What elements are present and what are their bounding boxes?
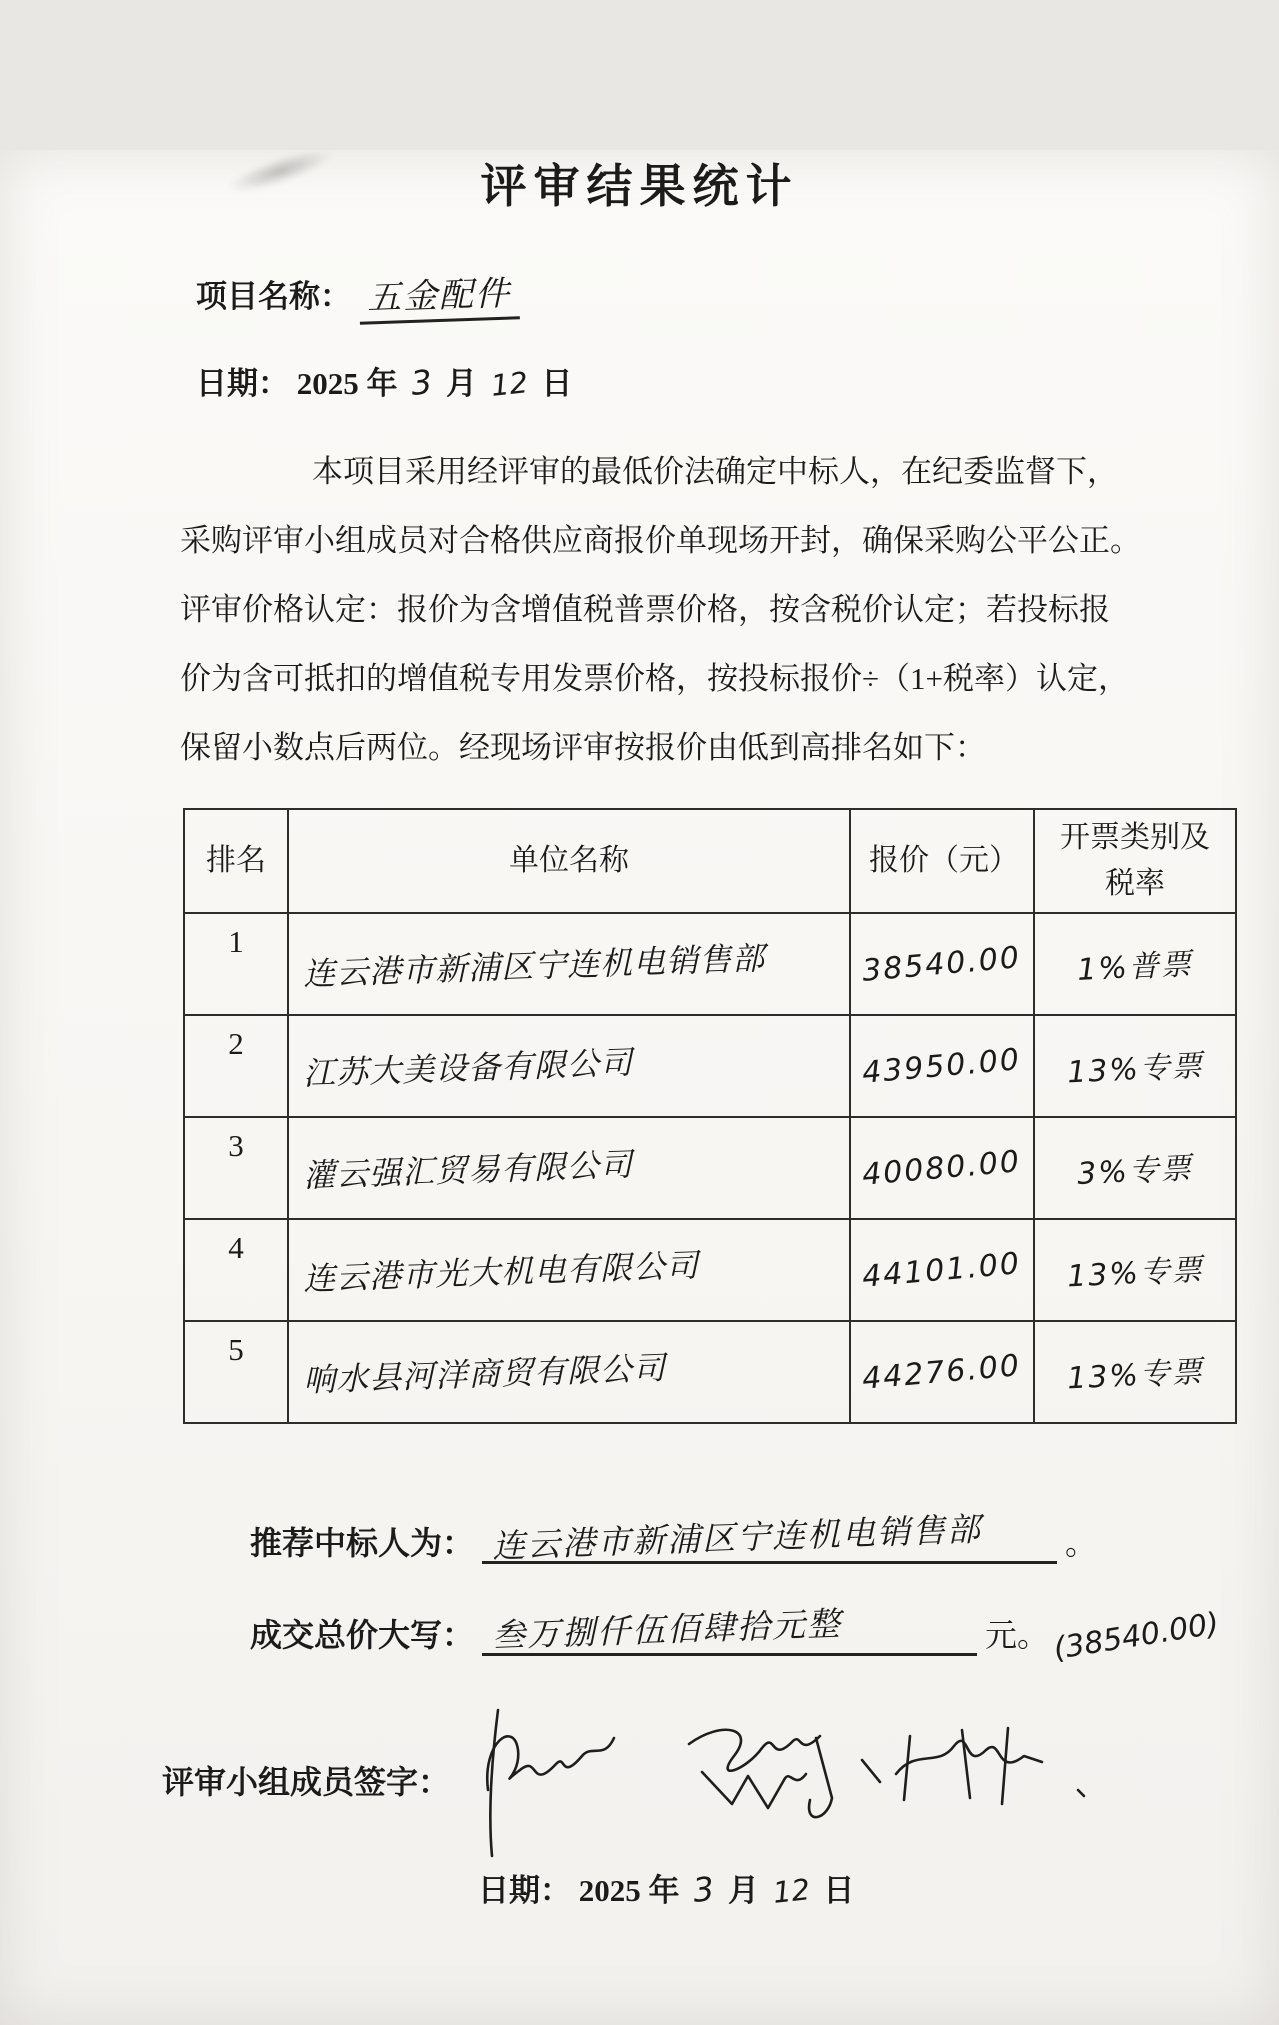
- date-top-label: 日期：: [196, 366, 289, 401]
- signature-separator-dash: [862, 1760, 880, 1782]
- company-cell: [288, 913, 850, 1015]
- company-cell: [288, 1219, 850, 1321]
- date-bottom-month-unit: 月: [728, 1873, 759, 1908]
- amount-underline: [482, 1604, 977, 1656]
- table-row: [184, 1321, 1236, 1423]
- winner-period: 。: [1065, 1525, 1098, 1561]
- company-cell: [288, 1117, 850, 1219]
- paragraph-line: 价为含可抵扣的增值税专用发票价格，按投标报价÷（1+税率）认定，: [180, 661, 1129, 696]
- date-bottom-label: 日期：: [478, 1873, 571, 1908]
- price-handwritten: 38540.00: [861, 939, 1023, 989]
- company-handwritten: 江苏大美设备有限公司: [302, 1043, 634, 1093]
- paragraph-line: 采购评审小组成员对合格供应商报价单现场开封，确保采购公平公正。: [180, 523, 1141, 558]
- rank-cell: 3: [184, 1117, 288, 1219]
- table-row: [184, 1015, 1236, 1117]
- date-top-day-handwritten: 12: [489, 365, 530, 403]
- tax-handwritten: 13%专票: [1066, 1354, 1205, 1397]
- tax-cell: [1034, 1015, 1236, 1117]
- paragraph-line: 保留小数点后两位。经现场评审按报价由低到高排名如下：: [180, 730, 986, 765]
- total-amount-line: [250, 1603, 1279, 1667]
- amount-numeric-handwritten: (38540.00): [1051, 1606, 1222, 1667]
- table-header-row: [184, 809, 1236, 913]
- header-company: 单位名称: [288, 809, 850, 913]
- date-bottom-day-handwritten: 12: [771, 1872, 812, 1910]
- table-row: [184, 1117, 1236, 1219]
- total-amount-label: 成交总价大写：: [250, 1617, 475, 1653]
- price-handwritten: 43950.00: [861, 1041, 1023, 1091]
- recommended-winner-line: [250, 1509, 1279, 1566]
- company-handwritten: 连云港市光大机电有限公司: [302, 1246, 700, 1298]
- project-name-handwritten-value: 五金配件: [358, 265, 520, 325]
- signature-scribble-2: [689, 1730, 832, 1817]
- table-row: [184, 1219, 1236, 1321]
- tax-cell: [1034, 1321, 1236, 1423]
- price-cell: [850, 1321, 1034, 1423]
- rank-cell: 2: [184, 1015, 288, 1117]
- project-name-label: 项目名称：: [196, 279, 351, 314]
- signature-scribble-1: [487, 1710, 614, 1856]
- paragraph-line: 评审价格认定：报价为含增值税普票价格，按含税价认定；若投标报: [180, 592, 1110, 627]
- ranking-table: [183, 808, 1237, 1424]
- date-top-month-handwritten: 3: [409, 362, 435, 403]
- date-top-line: [196, 358, 1279, 403]
- amount-handwritten-value: 叁万捌仟伍佰肆拾元整: [491, 1603, 843, 1655]
- tax-handwritten: 3%专票: [1076, 1150, 1194, 1192]
- tax-handwritten: 13%专票: [1066, 1048, 1205, 1091]
- date-bottom-line: [478, 1865, 1279, 1910]
- header-rank: 排名: [184, 809, 288, 913]
- date-bottom-day-unit: 日: [823, 1873, 855, 1908]
- paragraph-line: 本项目采用经评审的最低价法确定中标人，在纪委监督下，: [312, 454, 1118, 489]
- price-cell: [850, 1015, 1034, 1117]
- tax-handwritten: 13%专票: [1066, 1252, 1205, 1295]
- company-cell: [288, 1015, 850, 1117]
- rank-cell: 5: [184, 1321, 288, 1423]
- company-cell: [288, 1321, 850, 1423]
- tax-cell: [1034, 1117, 1236, 1219]
- page-title: 评审结果统计: [480, 161, 799, 212]
- table-row: [184, 913, 1236, 1015]
- project-name-line: [196, 268, 1279, 322]
- price-cell: [850, 1117, 1034, 1219]
- signature-line: [162, 1698, 1279, 1863]
- tax-cell: [1034, 913, 1236, 1015]
- date-top-day-unit: 日: [541, 366, 573, 401]
- price-handwritten: 44276.00: [861, 1347, 1023, 1397]
- scanned-document-page: [0, 150, 1279, 2025]
- company-handwritten: 响水县河洋商贸有限公司: [302, 1348, 667, 1400]
- header-tax: 开票类别及税率: [1034, 809, 1236, 913]
- date-bottom-year: 2025 年: [578, 1873, 680, 1908]
- rank-cell: 4: [184, 1219, 288, 1321]
- signature-scribble-3: [896, 1728, 1084, 1804]
- tax-cell: [1034, 1219, 1236, 1321]
- price-handwritten: 40080.00: [861, 1143, 1023, 1193]
- rank-cell: 1: [184, 913, 288, 1015]
- header-price: 报价（元）: [850, 809, 1034, 913]
- body-paragraph: [180, 437, 1279, 782]
- signature-label: 评审小组成员签字：: [162, 1764, 451, 1800]
- date-top-month-unit: 月: [446, 366, 477, 401]
- tax-handwritten: 1%普票: [1076, 946, 1194, 988]
- price-handwritten: 44101.00: [861, 1245, 1023, 1295]
- company-handwritten: 灌云强汇贸易有限公司: [302, 1145, 634, 1195]
- price-cell: [850, 913, 1034, 1015]
- member-signatures-image: [464, 1698, 1104, 1863]
- date-top-year: 2025 年: [296, 366, 398, 401]
- amount-unit: 元。: [985, 1617, 1050, 1653]
- date-bottom-month-handwritten: 3: [691, 1869, 717, 1910]
- winner-underline: [482, 1509, 1057, 1566]
- company-handwritten: 连云港市新浦区宁连机电销售部: [302, 938, 766, 994]
- price-cell: [850, 1219, 1034, 1321]
- winner-handwritten-value: 连云港市新浦区宁连机电销售部: [491, 1509, 983, 1566]
- recommended-winner-label: 推荐中标人为：: [250, 1525, 475, 1561]
